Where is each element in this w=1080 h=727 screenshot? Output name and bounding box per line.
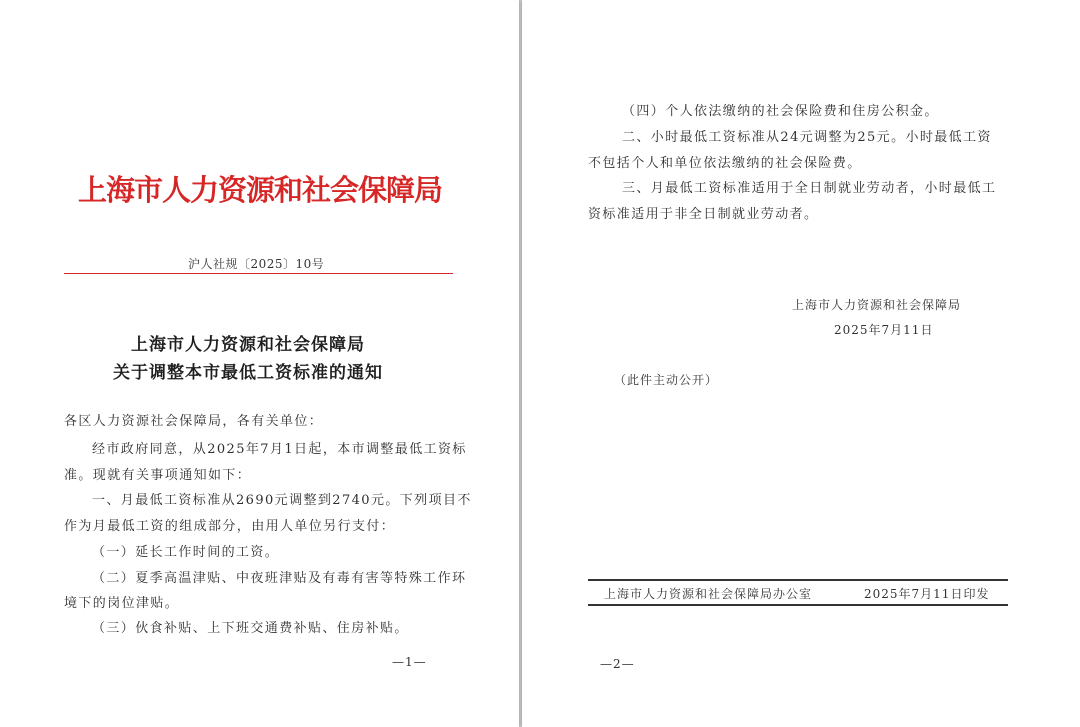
signature-date: 2025年7月11日 <box>834 323 934 337</box>
body-line: 一、月最低工资标准从2690元调整到2740元。下列项目不 <box>92 493 472 508</box>
notice-title-line-2: 关于调整本市最低工资标准的通知 <box>113 363 383 383</box>
body-line: 经市政府同意，从2025年7月1日起，本市调整最低工资标 <box>92 442 467 457</box>
page-number: —1— <box>392 655 427 669</box>
body-line: 境下的岗位津贴。 <box>64 596 180 611</box>
footer-issuing-office: 上海市人力资源和社会保障局办公室 <box>604 587 813 601</box>
body-line: 资标准适用于非全日制就业劳动者。 <box>588 207 819 222</box>
body-line: （三）伙食补贴、上下班交通费补贴、住房补贴。 <box>92 621 409 636</box>
body-line: 准。现就有关事项通知如下： <box>64 468 252 483</box>
document-page-1 <box>0 0 519 727</box>
document-page-2 <box>522 0 1080 727</box>
notice-title-line-1: 上海市人力资源和社会保障局 <box>131 335 365 355</box>
body-line: 作为月最低工资的组成部分，由用人单位另行支付： <box>64 519 396 534</box>
body-line: 不包括个人和单位依法缴纳的社会保险费。 <box>588 156 862 171</box>
body-line: 二、小时最低工资标准从24元调整为25元。小时最低工资 <box>622 130 992 145</box>
body-line: 三、月最低工资标准适用于全日制就业劳动者，小时最低工 <box>622 181 997 196</box>
red-divider-line <box>64 273 453 274</box>
body-line: （四）个人依法缴纳的社会保险费和住房公积金。 <box>622 104 939 119</box>
signature-organization: 上海市人力资源和社会保障局 <box>792 298 962 312</box>
disclosure-note: （此件主动公开） <box>614 373 719 387</box>
body-line: （一）延长工作时间的工资。 <box>92 545 280 560</box>
footer-top-rule <box>588 579 1008 581</box>
footer-print-date: 2025年7月11日印发 <box>864 587 990 601</box>
org-red-header: 上海市人力资源和社会保障局 <box>78 173 443 207</box>
body-line: （二）夏季高温津贴、中夜班津贴及有毒有害等特殊工作环 <box>92 571 467 586</box>
body-line: 各区人力资源社会保障局，各有关单位： <box>64 414 324 429</box>
document-number: 沪人社规〔2025〕10号 <box>188 257 325 271</box>
page-number: —2— <box>600 657 635 671</box>
footer-bottom-rule <box>588 604 1008 606</box>
